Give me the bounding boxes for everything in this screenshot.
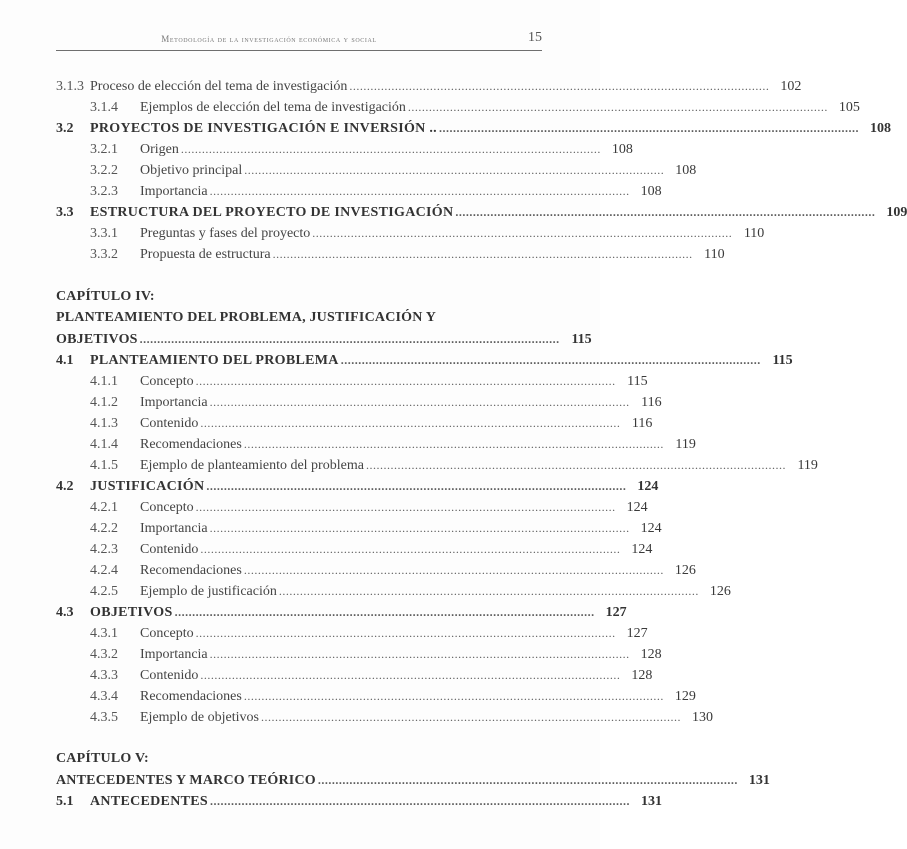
dot-leader: ........................................................................................................................ bbox=[438, 121, 859, 135]
toc-entry-page: 124 bbox=[637, 479, 659, 494]
toc-entry-title: Concepto bbox=[140, 374, 194, 389]
toc-entry-title: Concepto bbox=[140, 500, 194, 515]
dot-leader: ........................................................................................................................ bbox=[272, 247, 693, 261]
toc-entry bbox=[56, 350, 793, 370]
toc-entry-title: Concepto bbox=[140, 626, 194, 641]
dot-leader: ........................................................................................................................ bbox=[278, 584, 699, 598]
toc-entry bbox=[56, 118, 891, 138]
dot-leader: ........................................................................................................................ bbox=[312, 226, 733, 240]
toc-entry bbox=[56, 329, 592, 349]
toc-entry-page: 124 bbox=[631, 542, 653, 557]
toc-entry-page: 116 bbox=[641, 395, 662, 410]
toc-entry-title: JUSTIFICACIÓN bbox=[90, 479, 205, 494]
dot-leader: ........................................................................................................................ bbox=[407, 100, 828, 114]
dot-leader: ........................................................................................................................ bbox=[195, 500, 616, 514]
toc-entry bbox=[56, 707, 713, 727]
toc-entry bbox=[56, 518, 662, 538]
toc-entry-number: 4.2.1 bbox=[90, 500, 118, 515]
toc-entry-number: 3.1.3 bbox=[56, 79, 84, 94]
toc-entry-title: Objetivo principal bbox=[140, 163, 243, 178]
toc-entry-title: Ejemplo de objetivos bbox=[140, 710, 259, 725]
toc-entry-page: 119 bbox=[675, 437, 696, 452]
toc-entry bbox=[56, 223, 765, 243]
toc-entry bbox=[56, 434, 696, 454]
toc-entry-number: 4.1.1 bbox=[90, 374, 118, 389]
toc-entry-title: Ejemplos de elección del tema de investigación bbox=[140, 100, 406, 115]
toc-entry-page: 115 bbox=[571, 332, 592, 347]
dot-leader: ........................................................................................................................ bbox=[209, 647, 630, 661]
toc-entry-number: 3.3.1 bbox=[90, 226, 118, 241]
toc-entry-number: 4.2.2 bbox=[90, 521, 118, 536]
toc-entry bbox=[56, 623, 648, 643]
toc-entry bbox=[56, 413, 653, 433]
toc-entry bbox=[56, 602, 627, 622]
toc-entry-page: 131 bbox=[748, 773, 770, 788]
toc-entry-number: 4.3.1 bbox=[90, 626, 118, 641]
dot-leader: ........................................................................................................................ bbox=[260, 710, 681, 724]
toc-entry-title: Importancia bbox=[140, 395, 208, 410]
dot-leader: ........................................................................................................................ bbox=[209, 521, 630, 535]
dot-leader: ........................................................................................................................ bbox=[195, 374, 616, 388]
dot-leader: ........................................................................................................................ bbox=[200, 542, 621, 556]
toc-entry-title: Recomendaciones bbox=[140, 689, 242, 704]
toc-entry-title: OBJETIVOS bbox=[90, 605, 173, 620]
chapter-heading: ANTECEDENTES Y MARCO TEÓRICO bbox=[56, 773, 316, 788]
toc-entry-page: 108 bbox=[640, 184, 662, 199]
toc-entry-title: Proceso de elección del tema de investigación bbox=[90, 79, 348, 94]
toc-entry bbox=[56, 287, 540, 307]
toc-entry-title: Contenido bbox=[140, 542, 199, 557]
toc-entry-number: 4.1.2 bbox=[90, 395, 118, 410]
toc-entry-number: 4.2.3 bbox=[90, 542, 118, 557]
toc-entry-number: 4.1 bbox=[56, 353, 74, 368]
toc-entry-title: PROYECTOS DE INVESTIGACIÓN E INVERSIÓN .. bbox=[90, 121, 437, 136]
toc-entry bbox=[56, 139, 633, 159]
toc-entry-page: 108 bbox=[611, 142, 633, 157]
toc-entry-number: 4.3.5 bbox=[90, 710, 118, 725]
toc-entry bbox=[56, 76, 802, 96]
chapter-heading: CAPÍTULO V: bbox=[56, 751, 149, 766]
dot-leader: ........................................................................................................................ bbox=[244, 163, 665, 177]
header-title: Metodología de la investigación económica y social bbox=[161, 34, 377, 44]
toc-entry bbox=[56, 770, 770, 790]
toc-entry bbox=[56, 539, 653, 559]
toc-entry-title: Contenido bbox=[140, 668, 199, 683]
dot-leader: ........................................................................................................................ bbox=[180, 142, 601, 156]
toc-entry bbox=[56, 455, 818, 475]
toc-entry-number: 3.2 bbox=[56, 121, 74, 136]
toc-entry-title: Importancia bbox=[140, 184, 208, 199]
toc-entry bbox=[56, 686, 696, 706]
toc-entry-page: 130 bbox=[691, 710, 713, 725]
toc-entry-number: 4.2.4 bbox=[90, 563, 118, 578]
toc-entry-title: Propuesta de estructura bbox=[140, 247, 271, 262]
toc-entry-page: 110 bbox=[743, 226, 765, 241]
dot-leader: ........................................................................................................................ bbox=[317, 773, 738, 787]
toc-entry bbox=[56, 308, 540, 328]
toc-entry bbox=[56, 97, 860, 117]
toc-entry-page: 127 bbox=[626, 626, 648, 641]
toc-entry-page: 102 bbox=[780, 79, 802, 94]
toc-entry bbox=[56, 160, 697, 180]
dot-leader: ........................................................................................................................ bbox=[209, 794, 630, 808]
toc-entry-title: Recomendaciones bbox=[140, 563, 242, 578]
toc-entry-page: 115 bbox=[627, 374, 648, 389]
dot-leader: ........................................................................................................................ bbox=[200, 668, 621, 682]
toc-entry-number: 4.3.3 bbox=[90, 668, 118, 683]
toc-entry-title: Preguntas y fases del proyecto bbox=[140, 226, 311, 241]
toc-entry-page: 126 bbox=[709, 584, 731, 599]
toc-entry-number: 4.3 bbox=[56, 605, 74, 620]
toc-entry bbox=[56, 476, 659, 496]
dot-leader: ........................................................................................................................ bbox=[243, 689, 664, 703]
toc-entry-page: 108 bbox=[675, 163, 697, 178]
dot-leader: ........................................................................................................................ bbox=[455, 205, 876, 219]
dot-leader: ........................................................................................................................ bbox=[174, 605, 595, 619]
dot-leader: ........................................................................................................................ bbox=[209, 395, 630, 409]
toc-entry-number: 5.1 bbox=[56, 794, 74, 809]
toc-entry-number: 3.3 bbox=[56, 205, 74, 220]
dot-leader: ........................................................................................................................ bbox=[200, 416, 621, 430]
toc-entry-page: 119 bbox=[797, 458, 818, 473]
toc-entry-number: 3.2.1 bbox=[90, 142, 118, 157]
toc-entry-number: 4.1.3 bbox=[90, 416, 118, 431]
toc-entry-page: 116 bbox=[631, 416, 653, 431]
toc-entry-number: 4.2.5 bbox=[90, 584, 118, 599]
toc-entry-title: Ejemplo de planteamiento del problema bbox=[140, 458, 364, 473]
toc-entry-title: Ejemplo de justificación bbox=[140, 584, 277, 599]
chapter-heading: PLANTEAMIENTO DEL PROBLEMA, JUSTIFICACIÓN Y bbox=[56, 310, 437, 325]
toc-entry-number: 3.2.3 bbox=[90, 184, 118, 199]
toc-entry-number: 3.1.4 bbox=[90, 100, 118, 115]
toc-entry-page: 127 bbox=[605, 605, 627, 620]
toc-entry-page: 128 bbox=[640, 647, 662, 662]
toc-entry-number: 4.1.4 bbox=[90, 437, 118, 452]
toc-entry bbox=[56, 181, 662, 201]
toc-entry bbox=[56, 581, 731, 601]
dot-leader: ........................................................................................................................ bbox=[340, 353, 761, 367]
chapter-heading: CAPÍTULO IV: bbox=[56, 289, 155, 304]
toc-entry-page: 126 bbox=[674, 563, 696, 578]
toc-entry-title: Contenido bbox=[140, 416, 199, 431]
toc-entry bbox=[56, 202, 907, 222]
toc-entry-number: 3.3.2 bbox=[90, 247, 118, 262]
dot-leader: ........................................................................................................................ bbox=[195, 626, 616, 640]
toc-entry-number: 4.3.2 bbox=[90, 647, 118, 662]
toc-entry bbox=[56, 665, 653, 685]
toc-entry-title: Recomendaciones bbox=[140, 437, 242, 452]
toc-entry-title: Origen bbox=[140, 142, 179, 157]
toc-entry-page: 115 bbox=[772, 353, 793, 368]
toc-entry-title: PLANTEAMIENTO DEL PROBLEMA bbox=[90, 353, 339, 368]
toc-entry-number: 4.3.4 bbox=[90, 689, 118, 704]
toc-entry-page: 108 bbox=[869, 121, 891, 136]
dot-leader: ........................................................................................................................ bbox=[365, 458, 786, 472]
toc-entry-page: 124 bbox=[626, 500, 648, 515]
toc-entry-number: 4.2 bbox=[56, 479, 74, 494]
toc-entry bbox=[56, 560, 696, 580]
toc-entry-title: ESTRUCTURA DEL PROYECTO DE INVESTIGACIÓN bbox=[90, 205, 454, 220]
toc-entry bbox=[56, 644, 662, 664]
toc-entry-page: 131 bbox=[640, 794, 662, 809]
toc-entry-title: Importancia bbox=[140, 647, 208, 662]
toc-entry bbox=[56, 497, 648, 517]
running-header bbox=[56, 30, 542, 51]
dot-leader: ........................................................................................................................ bbox=[139, 332, 560, 346]
dot-leader: ........................................................................................................................ bbox=[243, 563, 664, 577]
toc-entry-page: 128 bbox=[631, 668, 653, 683]
dot-leader: ........................................................................................................................ bbox=[243, 437, 664, 451]
chapter-heading: OBJETIVOS bbox=[56, 332, 138, 347]
toc-entry bbox=[56, 392, 662, 412]
toc-entry-page: 124 bbox=[640, 521, 662, 536]
toc-entry bbox=[56, 749, 540, 769]
dot-leader: ........................................................................................................................ bbox=[349, 79, 770, 93]
dot-leader: ........................................................................................................................ bbox=[209, 184, 630, 198]
toc-entry bbox=[56, 371, 648, 391]
toc-entry-page: 110 bbox=[704, 247, 725, 262]
toc-entry-title: Importancia bbox=[140, 521, 208, 536]
toc-entry-number: 4.1.5 bbox=[90, 458, 118, 473]
toc-entry-page: 129 bbox=[674, 689, 696, 704]
toc-entry-number: 3.2.2 bbox=[90, 163, 118, 178]
toc-entry bbox=[56, 791, 662, 811]
toc-entry-page: 105 bbox=[838, 100, 860, 115]
toc-entry-title: ANTECEDENTES bbox=[90, 794, 208, 809]
page-number: 15 bbox=[528, 30, 542, 45]
toc-entry-page: 109 bbox=[886, 205, 907, 220]
dot-leader: ........................................................................................................................ bbox=[206, 479, 627, 493]
toc-entry bbox=[56, 244, 725, 264]
